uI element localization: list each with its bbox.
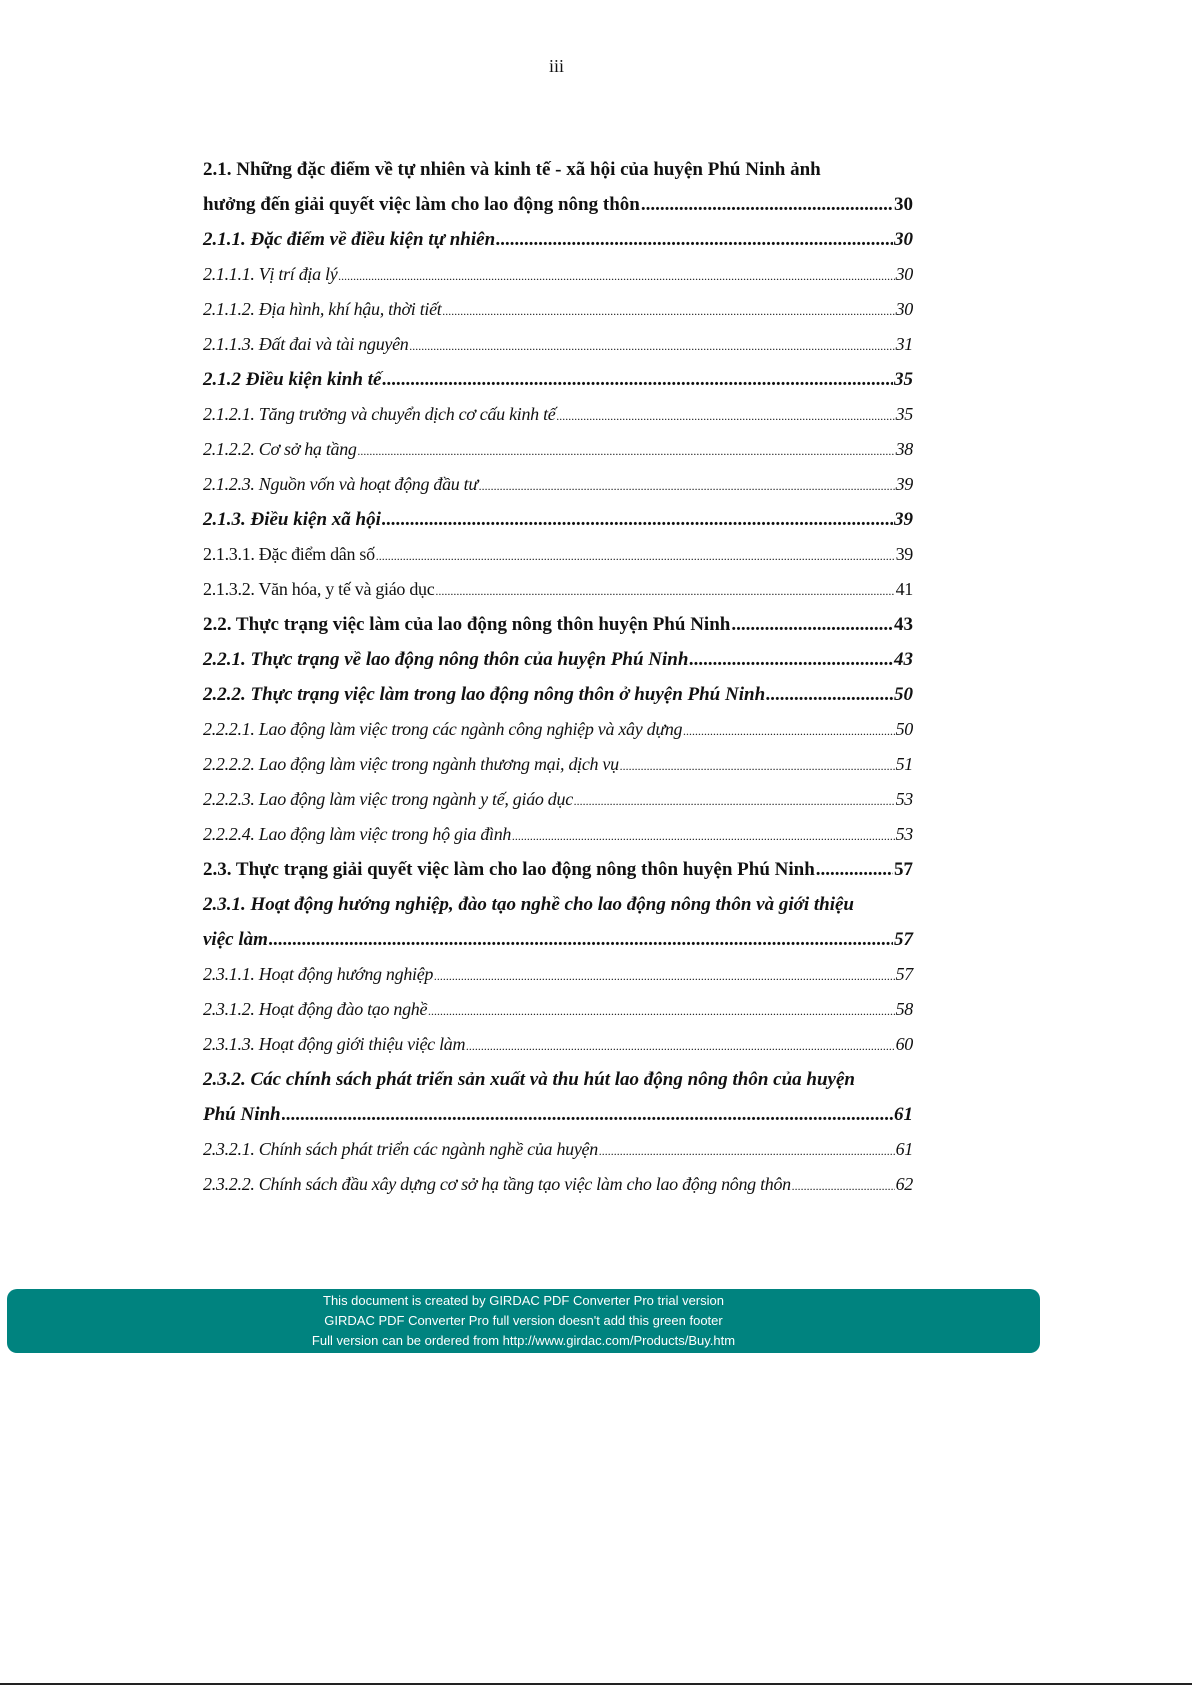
toc-entry: [203, 852, 913, 887]
toc-entry-title: 2.1.1. Đặc điểm về điều kiện tự nhiên: [203, 229, 496, 250]
toc-entry: [203, 922, 913, 957]
toc-page-number: 35: [895, 404, 913, 424]
toc-page-number: 60: [895, 1034, 913, 1054]
toc-page-number: 51: [895, 754, 913, 774]
toc-dot-leader: [466, 1029, 894, 1064]
page-number: iii: [548, 56, 564, 76]
footer-line-1: This document is created by GIRDAC PDF Converter Pro trial version: [323, 1293, 724, 1308]
toc-page-number: 57: [894, 859, 913, 880]
toc-dot-leader: [443, 294, 895, 329]
toc-entry-title: hưởng đến giải quyết việc làm cho lao động nông thôn: [203, 194, 640, 215]
toc-entry-title: 2.1.2.3. Nguồn vốn và hoạt động đầu tư: [203, 474, 478, 494]
toc-dot-leader: [512, 819, 894, 854]
toc-page-number: 50: [894, 684, 913, 705]
toc-entry-title: 2.1.1.1. Vị trí địa lý: [203, 264, 338, 284]
toc-entry: [203, 747, 913, 782]
toc-entry: [203, 257, 913, 292]
toc-entry: [203, 817, 913, 852]
toc-entry: [203, 712, 913, 747]
toc-page-number: 39: [895, 544, 913, 564]
toc-page-number: 30: [895, 264, 913, 284]
toc-page-number: 57: [894, 929, 913, 950]
toc-page-number: 41: [895, 579, 913, 599]
toc-dot-leader: [683, 714, 894, 749]
toc-dot-leader: [766, 677, 893, 712]
toc-dot-leader: [409, 329, 894, 364]
toc-page-number: 35: [894, 369, 913, 390]
toc-entry: [203, 432, 913, 467]
toc-entry-title: 2.1.3. Điều kiện xã hội: [203, 509, 381, 530]
toc-entry-title: 2.1.1.3. Đất đai và tài nguyên: [203, 334, 409, 354]
toc-entry-title: 2.3.1.3. Hoạt động giới thiệu việc làm: [203, 1034, 466, 1054]
toc-entry: [203, 1097, 913, 1132]
toc-page-number: 30: [894, 194, 913, 215]
toc-entry: [203, 152, 913, 187]
toc-entry: [203, 502, 913, 537]
toc-entry: [203, 537, 913, 572]
toc-dot-leader: [338, 259, 894, 294]
toc-page-number: 38: [895, 439, 913, 459]
toc-dot-leader: [428, 994, 894, 1029]
toc-page-number: 30: [894, 229, 913, 250]
toc-page-number: 58: [895, 999, 913, 1019]
toc-entry: [203, 782, 913, 817]
toc-entry-title: 2.2.2.3. Lao động làm việc trong ngành y tế, giáo dục: [203, 789, 573, 809]
toc-entry-title: 2.3.2. Các chính sách phát triển sản xuất và thu hút lao động nông thôn của huyện: [203, 1069, 855, 1090]
toc-entry-title: việc làm: [203, 929, 268, 950]
toc-dot-leader: [641, 187, 893, 222]
toc-page-number: 57: [895, 964, 913, 984]
toc-entry: [203, 992, 913, 1027]
toc-dot-leader: [620, 749, 895, 784]
toc-entry-title: 2.2.2. Thực trạng việc làm trong lao động nông thôn ở huyện Phú Ninh: [203, 684, 766, 705]
toc-dot-leader: [599, 1134, 895, 1169]
toc-dot-leader: [479, 469, 895, 504]
toc-entry-title: 2.1.2.1. Tăng trưởng và chuyển dịch cơ cấu kinh tế: [203, 404, 556, 424]
toc-page-number: 50: [895, 719, 913, 739]
toc-dot-leader: [269, 922, 893, 957]
toc-entry-title: 2.1.2.2. Cơ sở hạ tầng: [203, 439, 357, 459]
toc-entry: [203, 1132, 913, 1167]
toc-page-number: 43: [894, 649, 913, 670]
footer-line-3: Full version can be ordered from http://www.girdac.com/Products/Buy.htm: [311, 1333, 736, 1348]
toc-entry-title: 2.3. Thực trạng giải quyết việc làm cho lao động nông thôn huyện Phú Ninh: [203, 859, 815, 880]
toc-entry-title: 2.2. Thực trạng việc làm của lao động nông thôn huyện Phú Ninh: [203, 614, 731, 635]
toc-page-number: 53: [895, 824, 913, 844]
toc-page-number: 31: [895, 334, 913, 354]
toc-entry: [203, 1167, 913, 1202]
toc-page-number: 62: [895, 1174, 913, 1194]
toc-page-number: 43: [894, 614, 913, 635]
toc-entry: [203, 362, 913, 397]
toc-entry-title: 2.2.2.1. Lao động làm việc trong các ngành công nghiệp và xây dựng: [203, 719, 683, 739]
toc-dot-leader: [556, 399, 894, 434]
toc-page-number: 61: [895, 1139, 913, 1159]
toc-page-number: 61: [894, 1104, 913, 1125]
toc-entry-title: 2.2.2.4. Lao động làm việc trong hộ gia đình: [203, 824, 512, 844]
toc-dot-leader: [358, 434, 895, 469]
toc-page-number: 39: [894, 509, 913, 530]
toc-entry: [203, 572, 913, 607]
toc-page-number: 53: [895, 789, 913, 809]
toc-entry-title: 2.1.3.2. Văn hóa, y tế và giáo dục: [203, 579, 435, 599]
toc-entry-title: 2.1.3.1. Đặc điểm dân số: [203, 544, 375, 564]
toc-entry-title: 2.2.1. Thực trạng về lao động nông thôn của huyện Phú Ninh: [203, 649, 689, 670]
toc-entry-title: 2.3.2.2. Chính sách đầu xây dựng cơ sở hạ tầng tạo việc làm cho lao động nông thôn: [203, 1174, 791, 1194]
toc-entry: [203, 187, 913, 222]
toc-dot-leader: [382, 502, 893, 537]
toc-page-number: 39: [895, 474, 913, 494]
toc-dot-leader: [792, 1169, 895, 1204]
converter-footer-banner: [7, 1289, 1040, 1353]
toc-dot-leader: [435, 574, 894, 609]
toc-entry: [203, 607, 913, 642]
toc-entry-title: Phú Ninh: [203, 1104, 281, 1125]
toc-entry: [203, 887, 913, 922]
footer-line-2: GIRDAC PDF Converter Pro full version doesn't add this green footer: [324, 1313, 723, 1328]
toc-entry-title: 2.1.1.2. Địa hình, khí hậu, thời tiết: [203, 299, 442, 319]
toc-entry-title: 2.3.1.1. Hoạt động hướng nghiệp: [203, 964, 434, 984]
toc-dot-leader: [434, 959, 894, 994]
toc-dot-leader: [574, 784, 895, 819]
toc-entry: [203, 642, 913, 677]
toc-entry-title: 2.1. Những đặc điểm về tự nhiên và kinh tế - xã hội của huyện Phú Ninh ảnh: [203, 159, 821, 180]
toc-entry: [203, 222, 913, 257]
toc-dot-leader: [496, 222, 893, 257]
toc-entry: [203, 1027, 913, 1062]
toc-entry: [203, 1062, 913, 1097]
toc-entry-title: 2.2.2.2. Lao động làm việc trong ngành thương mại, dịch vụ: [203, 754, 619, 774]
toc-entry: [203, 467, 913, 502]
toc-dot-leader: [382, 362, 893, 397]
toc-entry-title: 2.3.1. Hoạt động hướng nghiệp, đào tạo nghề cho lao động nông thôn và giới thiệu: [203, 894, 854, 915]
toc-dot-leader: [376, 539, 895, 574]
toc-dot-leader: [282, 1097, 893, 1132]
toc-dot-leader: [731, 607, 893, 642]
toc-entry: [203, 677, 913, 712]
table-of-contents: [203, 152, 913, 1202]
toc-entry: [203, 327, 913, 362]
toc-page-number: 30: [895, 299, 913, 319]
toc-entry-title: 2.1.2 Điều kiện kinh tế: [203, 369, 382, 390]
toc-entry-title: 2.3.2.1. Chính sách phát triển các ngành nghề của huyện: [203, 1139, 598, 1159]
toc-dot-leader: [689, 642, 893, 677]
toc-entry: [203, 292, 913, 327]
toc-entry: [203, 397, 913, 432]
toc-entry: [203, 957, 913, 992]
toc-entry-title: 2.3.1.2. Hoạt động đào tạo nghề: [203, 999, 428, 1019]
toc-dot-leader: [816, 852, 893, 887]
